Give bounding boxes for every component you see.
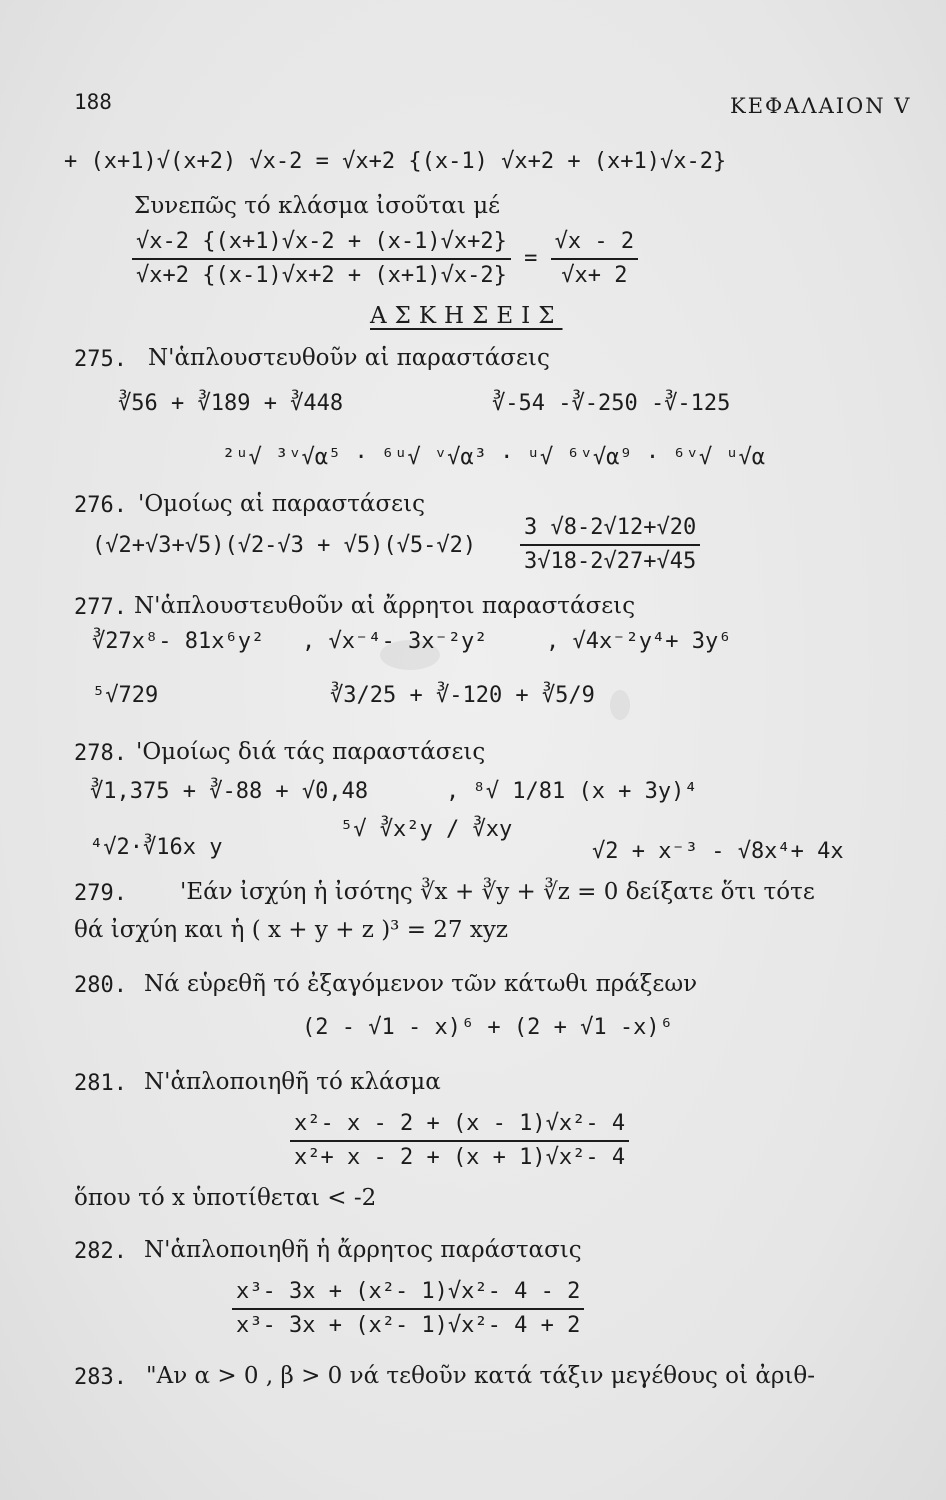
- chapter-title: ΚΕΦΑΛΑΙΟΝ V: [730, 94, 912, 118]
- exercise-number: 281.: [74, 1071, 127, 1096]
- exercise-expression: ∛3/25 + ∛-120 + ∛5/9: [330, 683, 595, 708]
- exercise-expression: ∛56 + ∛189 + ∛448: [118, 391, 344, 416]
- exercise-text: Ν'ἁπλουστευθοῦν αἱ παραστάσεις: [148, 345, 550, 371]
- fraction-numerator: √x - 2: [551, 228, 638, 260]
- intro-fraction-main: [132, 228, 511, 290]
- fraction-denominator: √x+2 {(x-1)√x+2 + (x+1)√x-2}: [136, 263, 507, 288]
- exercise-text: 'Ομοίως αἱ παραστάσεις: [138, 491, 425, 517]
- exercise-expression: ⁵√ ∛x²y / ∛xy: [340, 817, 513, 842]
- fraction-numerator: √x-2 {(x+1)√x-2 + (x-1)√x+2}: [132, 228, 511, 260]
- exercise-fraction: [290, 1110, 629, 1172]
- equals-sign: =: [524, 246, 538, 271]
- fraction-denominator: 3√18-2√27+√45: [524, 549, 697, 574]
- fraction-denominator: √x+ 2: [561, 263, 628, 288]
- exercise-number: 282.: [74, 1239, 127, 1264]
- exercise-expression: , ⁸√ 1/81 (x + 3y)⁴: [446, 779, 698, 804]
- intro-line-1: + (x+1)√(x+2) √x-2 = √x+2 {(x-1) √x+2 + (x+1)√x-2}: [64, 149, 727, 174]
- exercise-number: 278.: [74, 741, 127, 766]
- exercise-expression: (2 - √1 - x)⁶ + (2 + √1 -x)⁶: [302, 1015, 673, 1040]
- exercise-text: 'Εάν ἰσχύη ἡ ἰσότης ∛x + ∛y + ∛z = 0 δείξατε ὅτι τότε: [180, 879, 815, 905]
- exercise-text-continued: ὅπου τό x ὑποτίθεται < -2: [74, 1185, 377, 1211]
- exercise-text: Ν'ἁπλοποιηθῆ ἡ ἄρρητος παράστασις: [144, 1237, 582, 1263]
- fraction-numerator: x²- x - 2 + (x - 1)√x²- 4: [290, 1110, 629, 1142]
- intro-fraction-result: [551, 228, 638, 290]
- exercise-expression: ²ᵘ√ ³ᵛ√α⁵ · ⁶ᵘ√ ᵛ√α³ · ᵘ√ ⁶ᵛ√α⁹ · ⁶ᵛ√ ᵘ√α: [222, 445, 766, 470]
- fraction-denominator: x³- 3x + (x²- 1)√x²- 4 + 2: [236, 1313, 581, 1338]
- exercise-number: 283.: [74, 1365, 127, 1390]
- exercise-text: "Αν α > 0 , β > 0 νά τεθοῦν κατά τάξιν μεγέθους οἱ ἀριθ-: [146, 1363, 816, 1389]
- section-heading: ΑΣΚΗΣΕΙΣ: [370, 303, 563, 329]
- exercise-text: 'Ομοίως διά τάς παραστάσεις: [136, 739, 486, 765]
- exercise-number: 276.: [74, 493, 127, 518]
- exercise-expression: ⁴√2·∛16x y: [90, 835, 223, 860]
- exercise-number: 275.: [74, 347, 127, 372]
- exercise-text: Ν'ἁπλουστευθοῦν αἱ ἄρρητοι παραστάσεις: [134, 593, 636, 619]
- exercise-number: 280.: [74, 973, 127, 998]
- exercise-fraction: [232, 1278, 584, 1340]
- exercise-expression: ∛-54 -∛-250 -∛-125: [492, 391, 731, 416]
- intro-line-2: Συνεπῶς τό κλάσμα ἰσοῦται μέ: [134, 193, 501, 219]
- exercise-expression: ∛27x⁸- 81x⁶y²: [92, 629, 265, 654]
- exercise-text: Ν'ἁπλοποιηθῆ τό κλάσμα: [144, 1069, 441, 1095]
- exercise-number: 277.: [74, 595, 127, 620]
- exercise-expression: √2 + x⁻³ - √8x⁴+ 4x: [592, 839, 844, 864]
- exercise-expression: , √x⁻⁴- 3x⁻²y²: [302, 629, 488, 654]
- exercise-expression: (√2+√3+√5)(√2-√3 + √5)(√5-√2): [92, 533, 477, 558]
- exercise-expression: ∛1,375 + ∛-88 + √0,48: [90, 779, 369, 804]
- intro-fraction: [132, 228, 638, 290]
- exercise-text-continued: θά ἰσχύη και ἡ ( x + y + z )³ = 27 xyz: [74, 917, 508, 943]
- fraction-numerator: x³- 3x + (x²- 1)√x²- 4 - 2: [232, 1278, 584, 1310]
- exercise-expression: , √4x⁻²y⁴+ 3y⁶: [546, 629, 732, 654]
- page-number: 188: [74, 90, 112, 114]
- exercise-number: 279.: [74, 881, 127, 906]
- fraction-numerator: 3 √8-2√12+√20: [520, 514, 700, 546]
- exercise-expression: ⁵√729: [92, 683, 159, 708]
- exercise-fraction: [520, 514, 700, 576]
- fraction-denominator: x²+ x - 2 + (x + 1)√x²- 4: [294, 1145, 626, 1170]
- exercise-text: Νά εὑρεθῆ τό ἐξαγόμενον τῶν κάτωθι πράξεων: [144, 971, 698, 997]
